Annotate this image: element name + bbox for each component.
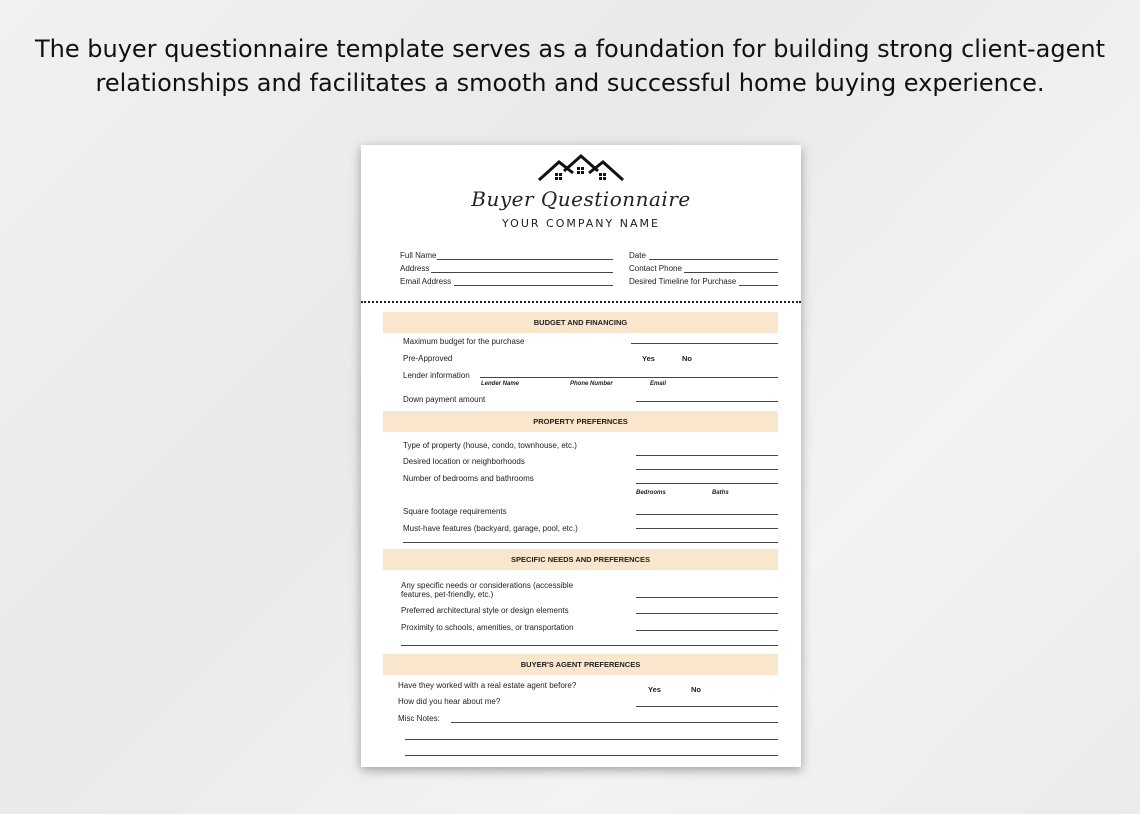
address-line[interactable] bbox=[431, 272, 613, 273]
timeline-label: Desired Timeline for Purchase bbox=[629, 277, 737, 286]
proximity-line-1[interactable] bbox=[636, 630, 778, 631]
divider bbox=[361, 301, 801, 303]
misc-notes-line-3[interactable] bbox=[405, 755, 778, 756]
style-label: Preferred architectural style or design elements bbox=[401, 606, 569, 615]
section-needs-header: SPECIFIC NEEDS AND PREFERENCES bbox=[383, 549, 778, 570]
bedrooms-line[interactable] bbox=[636, 483, 778, 484]
must-have-line-2[interactable] bbox=[403, 542, 778, 543]
sqft-label: Square footage requirements bbox=[403, 507, 507, 516]
specific-needs-label-2: features, pet-friendly, etc.) bbox=[401, 590, 494, 599]
pre-approved-no[interactable]: No bbox=[682, 354, 692, 363]
contact-phone-label: Contact Phone bbox=[629, 264, 682, 273]
must-have-label: Must-have features (backyard, garage, pool, etc.) bbox=[403, 524, 578, 533]
location-label: Desired location or neighborhoods bbox=[403, 457, 525, 466]
section-property-header: PROPERTY PREFERNCES bbox=[383, 411, 778, 432]
email-address-label: Email Address bbox=[400, 277, 452, 286]
location-line[interactable] bbox=[636, 469, 778, 470]
timeline-line[interactable] bbox=[739, 285, 778, 286]
date-label: Date bbox=[629, 251, 646, 260]
worked-agent-yes[interactable]: Yes bbox=[648, 685, 661, 694]
style-line[interactable] bbox=[636, 613, 778, 614]
max-budget-line[interactable] bbox=[631, 343, 778, 344]
form-title: Buyer Questionnaire bbox=[471, 187, 691, 211]
questionnaire-sheet bbox=[361, 145, 801, 767]
bedrooms-label: Number of bedrooms and bathrooms bbox=[403, 474, 534, 483]
proximity-label: Proximity to schools, amenities, or transportation bbox=[401, 623, 574, 632]
contact-phone-line[interactable] bbox=[684, 272, 778, 273]
full-name-label: Full Name bbox=[400, 251, 437, 260]
section-budget-header: BUDGET AND FINANCING bbox=[383, 312, 778, 333]
house-roofs-icon bbox=[537, 153, 625, 185]
worked-agent-label: Have they worked with a real estate agent before? bbox=[398, 681, 577, 690]
caption-line-1: The buyer questionnaire template serves as a foundation for building strong client-agent bbox=[35, 35, 1105, 63]
specific-needs-line[interactable] bbox=[636, 597, 778, 598]
company-name: YOUR COMPANY NAME bbox=[502, 217, 660, 230]
specific-needs-label-1: Any specific needs or considerations (accessible bbox=[401, 581, 574, 590]
lender-info-line[interactable] bbox=[480, 377, 778, 378]
lender-name-sublabel: Lender Name bbox=[481, 381, 520, 387]
must-have-line-1[interactable] bbox=[636, 528, 778, 529]
caption bbox=[0, 32, 1140, 100]
sqft-line[interactable] bbox=[636, 514, 778, 515]
caption-line-2: relationships and facilitates a smooth and successful home buying experience. bbox=[95, 69, 1045, 97]
misc-notes-label: Misc Notes: bbox=[398, 714, 440, 723]
address-label: Address bbox=[400, 264, 430, 273]
phone-number-sublabel: Phone Number bbox=[570, 381, 613, 387]
baths-sublabel: Baths bbox=[712, 490, 729, 496]
down-payment-label: Down payment amount bbox=[403, 395, 486, 404]
worked-agent-no[interactable]: No bbox=[691, 685, 701, 694]
property-type-line[interactable] bbox=[636, 455, 778, 456]
date-line[interactable] bbox=[649, 259, 778, 260]
proximity-line-2[interactable] bbox=[401, 645, 778, 646]
property-type-label: Type of property (house, condo, townhouse, etc.) bbox=[403, 441, 577, 450]
hear-about-line[interactable] bbox=[636, 706, 778, 707]
misc-notes-line-1[interactable] bbox=[451, 722, 778, 723]
down-payment-line[interactable] bbox=[636, 401, 778, 402]
pre-approved-label: Pre-Approved bbox=[403, 354, 453, 363]
bedrooms-sublabel: Bedrooms bbox=[636, 490, 666, 496]
max-budget-label: Maximum budget for the purchase bbox=[403, 337, 525, 346]
hear-about-label: How did you hear about me? bbox=[398, 697, 501, 706]
email-address-line[interactable] bbox=[454, 285, 613, 286]
lender-info-label: Lender information bbox=[403, 371, 470, 380]
misc-notes-line-2[interactable] bbox=[405, 739, 778, 740]
section-agent-header: BUYER'S AGENT PREFERENCES bbox=[383, 654, 778, 675]
pre-approved-yes[interactable]: Yes bbox=[642, 354, 655, 363]
email-sublabel: Email bbox=[650, 381, 667, 387]
full-name-line[interactable] bbox=[437, 259, 613, 260]
